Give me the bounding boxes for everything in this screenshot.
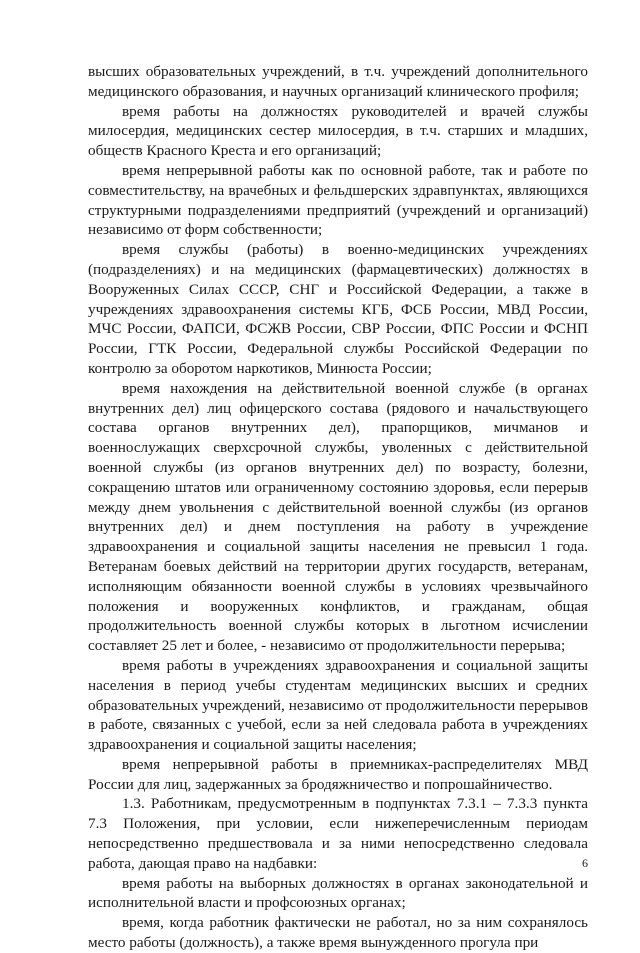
paragraph: время работы в учреждениях здравоохранения и социальной защиты населения в период учебы студентам медицинских высших и средних образовательных учреждений, независимо от продолжительности перерывов в работе, связанных с учебой, если за ней следовала работа в учреждениях здравоохранения и социальной защиты населения;: [88, 656, 588, 754]
paragraph: время нахождения на действительной военной службе (в органах внутренних дел) лиц офицерского состава (рядового и начальствующего состава органов внутренних дел), прапорщиков, мичманов и военнослужащих сверхсрочной службы, уволенных с действительной военной службы (из органов внутренних дел) по возрасту, болезни, сокращению штатов или ограниченному состоянию здоровья, если перерыв между днем увольнения с действительной военной службы (из органов внутренних дел) и днем поступления на работу в учреждение здравоохранения и социальной защиты населения не превысил 1 года. Ветеранам боевых действий на территории других государств, ветеранам, исполняющим обязанности военной службы в условиях чрезвычайного положения и вооруженных конфликтов, и гражданам, общая продолжительность военной службы которых в льготном исчислении составляет 25 лет и более, - независимо от продолжительности перерыва;: [88, 379, 588, 655]
document-body: [88, 62, 588, 953]
paragraph: время работы на должностях руководителей и врачей службы милосердия, медицинских сестер милосердия, в т.ч. старших и младших, обществ Красного Креста и его организаций;: [88, 102, 588, 160]
page-number: 6: [582, 856, 588, 870]
paragraph: время, когда работник фактически не работал, но за ним сохранялось место работы (должность), а также время вынужденного прогула при: [88, 914, 588, 952]
paragraph: время непрерывной работы в приемниках-распределителях МВД России для лиц, задержанных за бродяжничество и попрошайничество.: [88, 755, 588, 793]
paragraph: время службы (работы) в военно-медицинских учреждениях (подразделениях) и на медицинских (фармацевтических) должностях в Вооруженных Силах СССР, СНГ и Российской Федерации, а также в учреждениях здравоохранения системы КГБ, ФСБ России, МВД России, МЧС России, ФАПСИ, ФСЖВ России, СВР России, ФПС России и ФСНП России, ГТК России, Федеральной службы Российской Федерации по контролю за оборотом наркотиков, Минюста России;: [88, 241, 588, 377]
paragraph: высших образовательных учреждений, в т.ч. учреждений дополнительного медицинского образования, и научных организаций клинического профиля;: [88, 63, 588, 100]
paragraph: 1.3. Работникам, предусмотренным в подпунктах 7.3.1 – 7.3.3 пункта 7.3 Положения, при условии, если нижеперечисленным периодам непосредственно предшествовала и за ними непосредственно следовала работа, дающая право на надбавки:: [88, 795, 588, 872]
paragraph: время работы на выборных должностях в органах законодательной и исполнительной власти и профсоюзных органах;: [88, 874, 588, 912]
paragraph: время непрерывной работы как по основной работе, так и работе по совместительству, на врачебных и фельдшерских здравпунктах, являющихся структурными подразделениями предприятий (учреждений и организаций) независимо от форм собственности;: [88, 161, 588, 239]
